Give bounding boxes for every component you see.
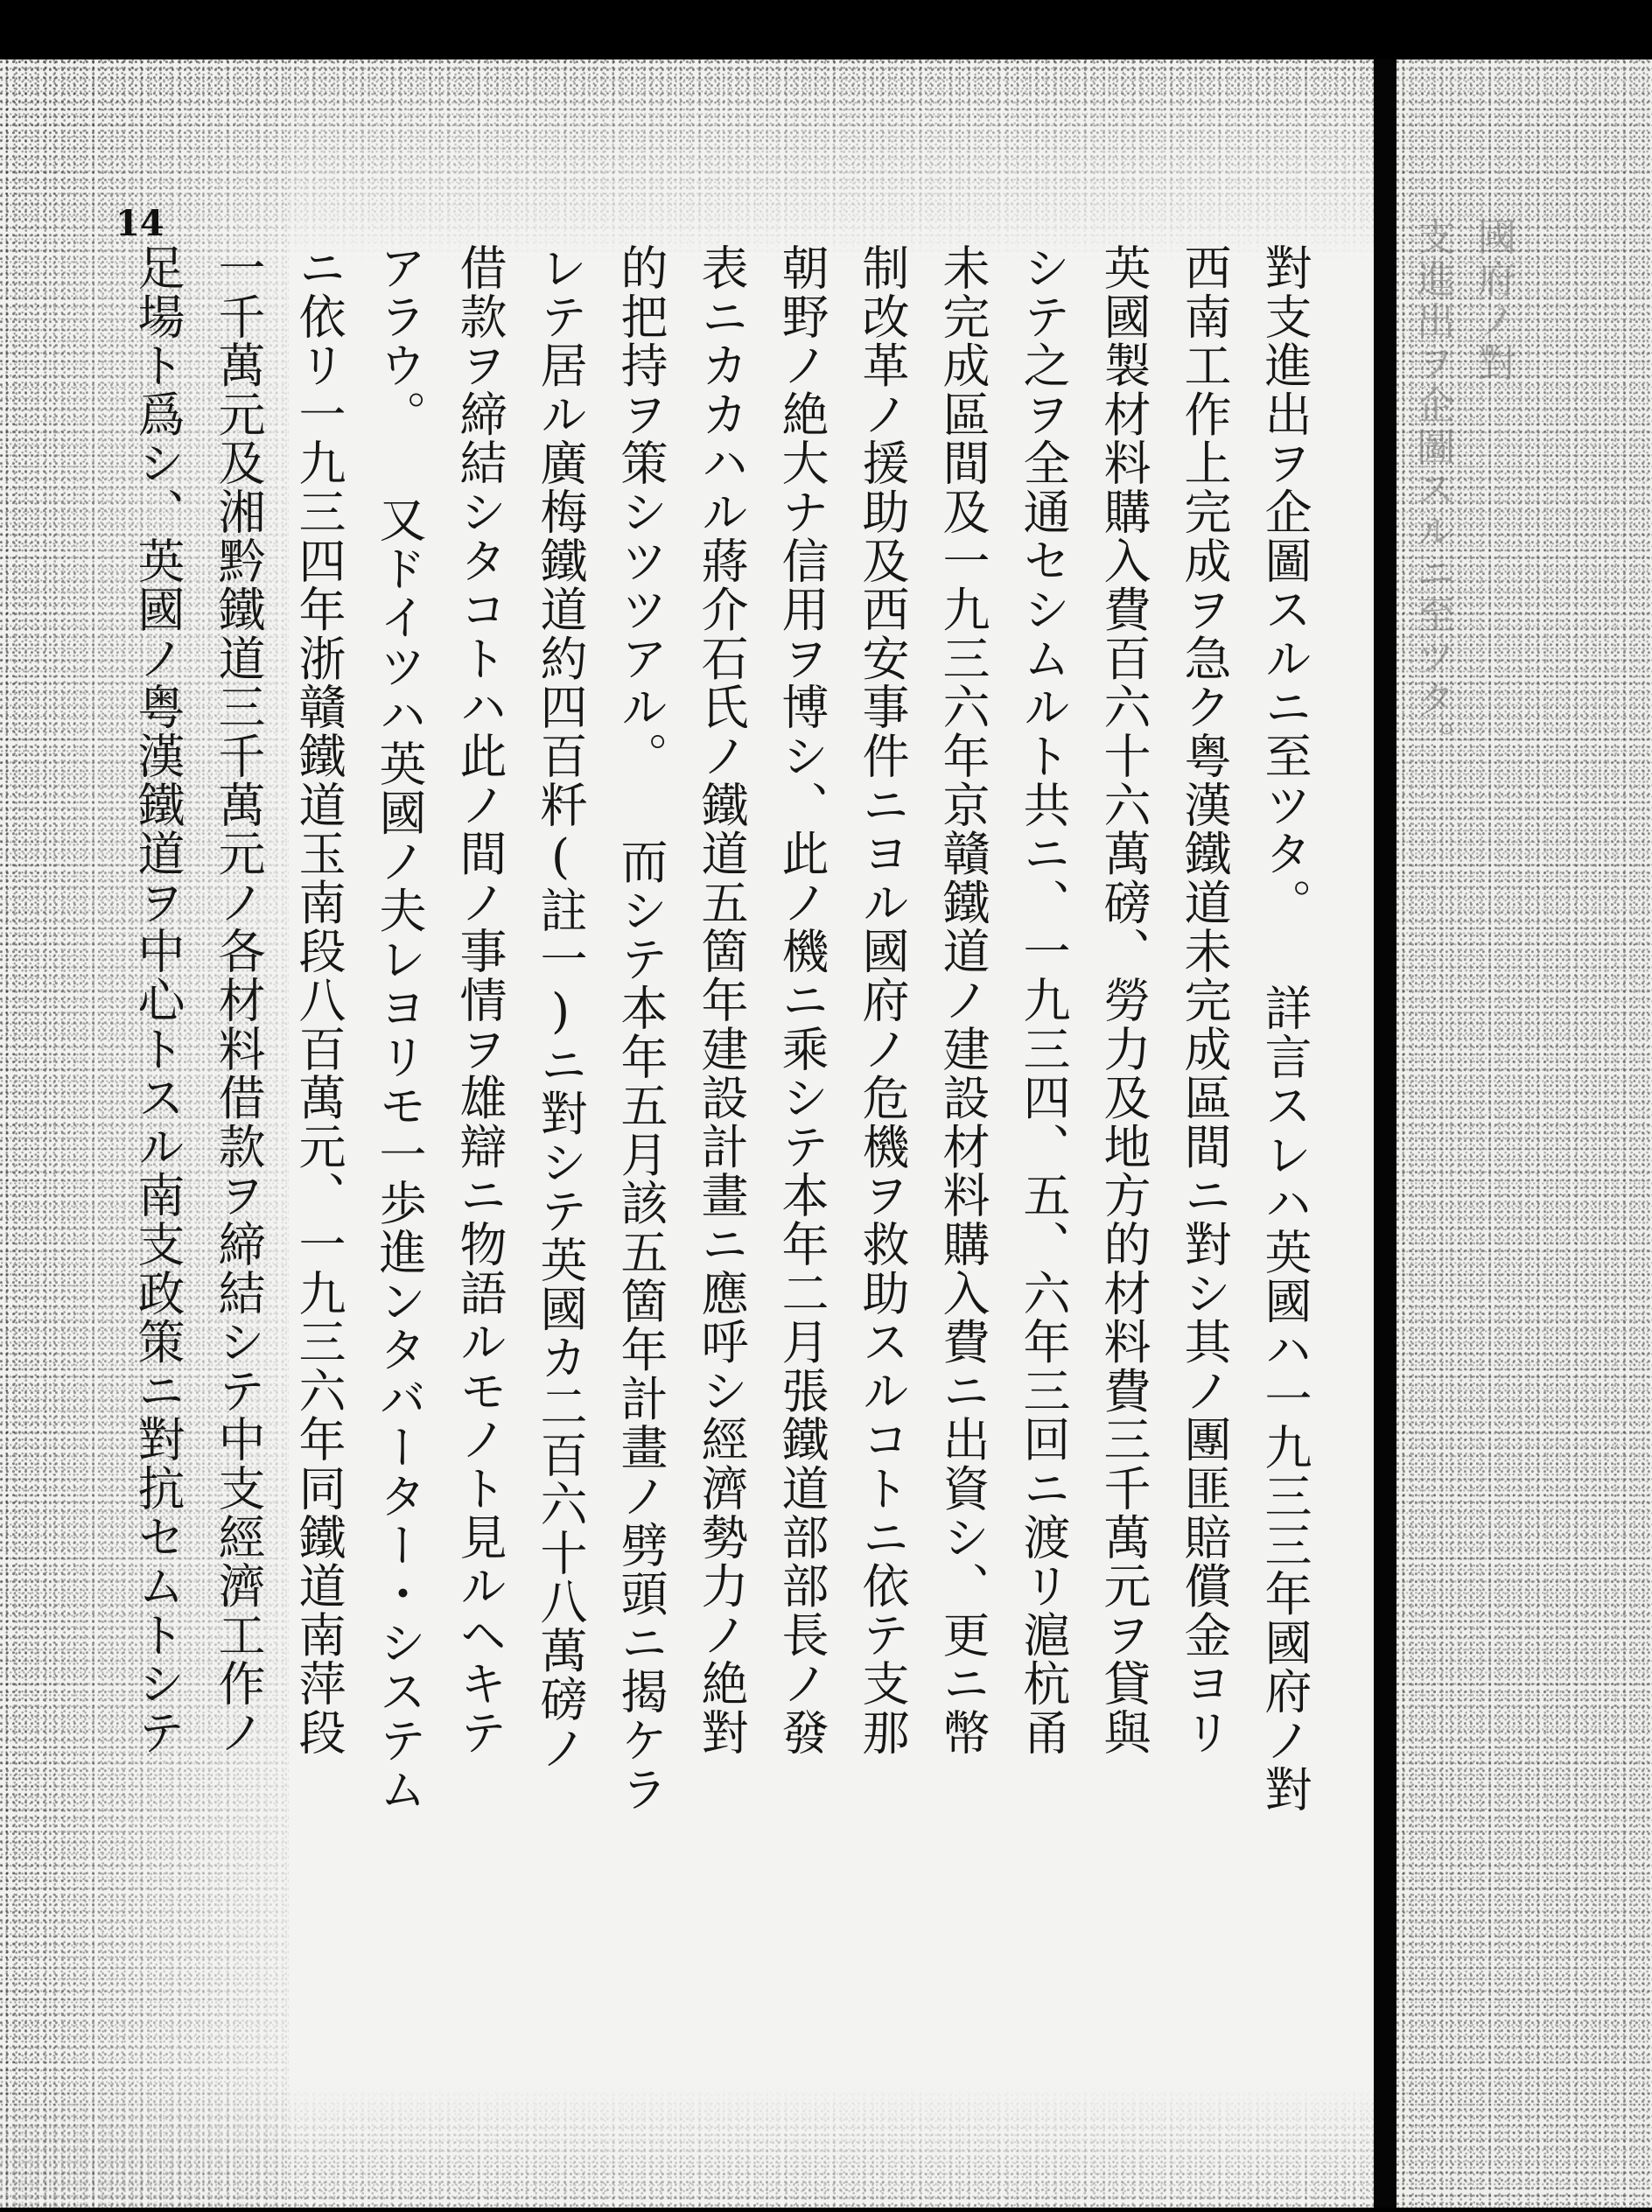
text-column-14: 一千萬元及湘黔鐵道三千萬元ノ各材料借款ヲ締結シテ中支經濟工作ノ	[211, 243, 266, 1757]
text-column-9: 的把持ヲ策シツツアル。 而シテ本年五月該五箇年計畫ノ劈頭ニ揭ケラ	[613, 243, 668, 1814]
text-column-15: 足場ト爲シ、英國ノ粤漢鐵道ヲ中心トスル南支政策ニ對抗セムトシテ	[130, 243, 186, 1757]
text-column-13: ニ依リ一九三四年浙贛鐵道玉南段八百萬元、一九三六年同鐵道南萍段	[291, 243, 346, 1757]
scan-noise-top	[0, 60, 1374, 261]
document-page	[0, 60, 1374, 2208]
text-column-1: 對支進出ヲ企圖スルニ至ツタ。 詳言スレハ英國ハ一九三三年國府ノ對	[1257, 243, 1312, 1814]
text-column-7: 朝野ノ絶大ナ信用ヲ博シ、此ノ機ニ乘シテ本年二月張鐵道部部長ノ發	[774, 243, 830, 1757]
text-column-8: 表ニカカハル蔣介石氏ノ鐵道五箇年建設計畫ニ應呼シ經濟勢力ノ絶對	[694, 243, 749, 1757]
text-column-10: レテ居ル廣梅鐵道約四百粁(註一)ニ對シテ英國カ二百六十八萬磅ノ	[533, 243, 588, 1773]
text-column-2: 西南工作上完成ヲ急ク粤漢鐵道未完成區間ニ對シ其ノ團匪賠償金ヨリ	[1177, 243, 1232, 1757]
text-column-12: アラウ。 又ドイツハ英國ノ夫レヨリモ一歩進ンタバーター・システム	[372, 243, 427, 1814]
page-number: 14	[116, 203, 164, 244]
text-column-5: 未完成區間及一九三六年京贛鐵道ノ建設材料購入費ニ出資シ、更ニ幣	[935, 243, 990, 1757]
scan-noise-bottom	[0, 2085, 1374, 2208]
text-column-3: 英國製材料購入費百六十六萬磅、勞力及地方的材料費三千萬元ヲ貸與	[1096, 243, 1152, 1757]
text-column-11: 借款ヲ締結シタコトハ此ノ間ノ事情ヲ雄辯ニ物語ルモノト見ルヘキテ	[452, 243, 508, 1757]
ghost-column-1: 國府ノ對	[1471, 217, 1516, 385]
text-column-4: シテ之ヲ全通セシムルト共ニ、一九三四、五、六年三回ニ渡リ滬杭甬	[1016, 243, 1071, 1757]
text-column-6: 制改革ノ援助及西安事件ニヨル國府ノ危機ヲ救助スルコトニ依テ支那	[855, 243, 910, 1757]
page-gutter	[1374, 60, 1396, 2208]
adjacent-page-bleed	[1396, 60, 1652, 2208]
ghost-column-2: 支進出ヲ企圖スルニ至ツタ。	[1410, 217, 1454, 763]
